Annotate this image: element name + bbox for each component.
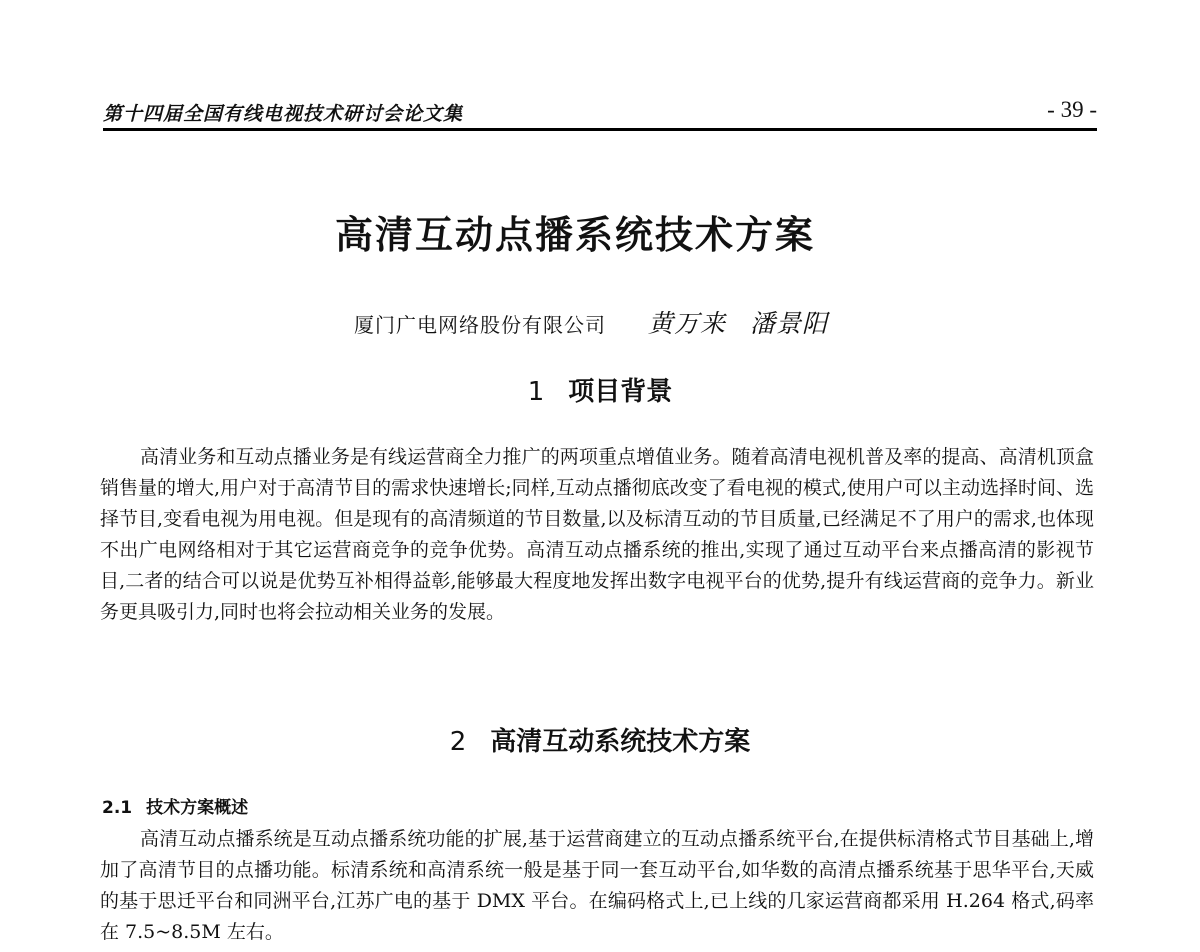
author-line [0,304,1190,340]
subsection-title: 技术方案概述 [146,798,249,818]
body-paragraph: 高清业务和互动点播业务是有线运营商全力推广的两项重点增值业务。随着高清电视机普及率的提高、高清机顶盒销售量的增大,用户对于高清节目的需求快速增长;同样,互动点播彻底改变了看电视的模式,使用户可以主动选择时间、选择节目,变看电视为用电视。但是现有的高清频道的节目数量,以及标清互动的节目质量,已经满足不了用户的需求,也体现不出广电网络相对于其它运营商竞争的竞争优势。高清互动点播系统的推出,实现了通过互动平台来点播高清的影视节目,二者的结合可以说是优势互补相得益彰,能够最大程度地发挥出数字电视平台的优势,提升有线运营商的竞争力。新业务更具吸引力,同时也将会拉动相关业务的发展。 [100,446,1094,623]
author-name: 黄万来 [647,309,726,338]
header-rule [103,128,1097,131]
section-heading [0,721,1200,758]
journal-title: 第十四届全国有线电视技术研讨会论文集 [103,103,464,125]
article-title: 高清互动点播系统技术方案 [334,213,815,257]
section-number: 1 [527,377,545,407]
section-heading [0,371,1200,408]
body-paragraph: 高清互动点播系统是互动点播系统功能的扩展,基于运营商建立的互动点播系统平台,在提供标清格式节目基础上,增加了高清节目的点播功能。标清系统和高清系统一般是基于同一套互动平台,如华数的高清点播系统基于思华平台,天威的基于思迁平台和同洲平台,江苏广电的基于 DMX 平台。在编码格式上,已上线的几家运营商都采用 H.264 格式,码率在 7.5~8.5M 左右。 [100,828,1094,943]
subsection-number: 2.1 [102,798,133,818]
section-title: 项目背景 [568,377,673,407]
page-number: - 39 - [1047,97,1097,122]
author-organization: 厦门广电网络股份有限公司 [353,313,606,337]
section-title: 高清互动系统技术方案 [490,727,751,757]
subsection-heading [102,793,248,818]
section-number: 2 [449,727,467,757]
author-name: 潘景阳 [750,309,829,338]
